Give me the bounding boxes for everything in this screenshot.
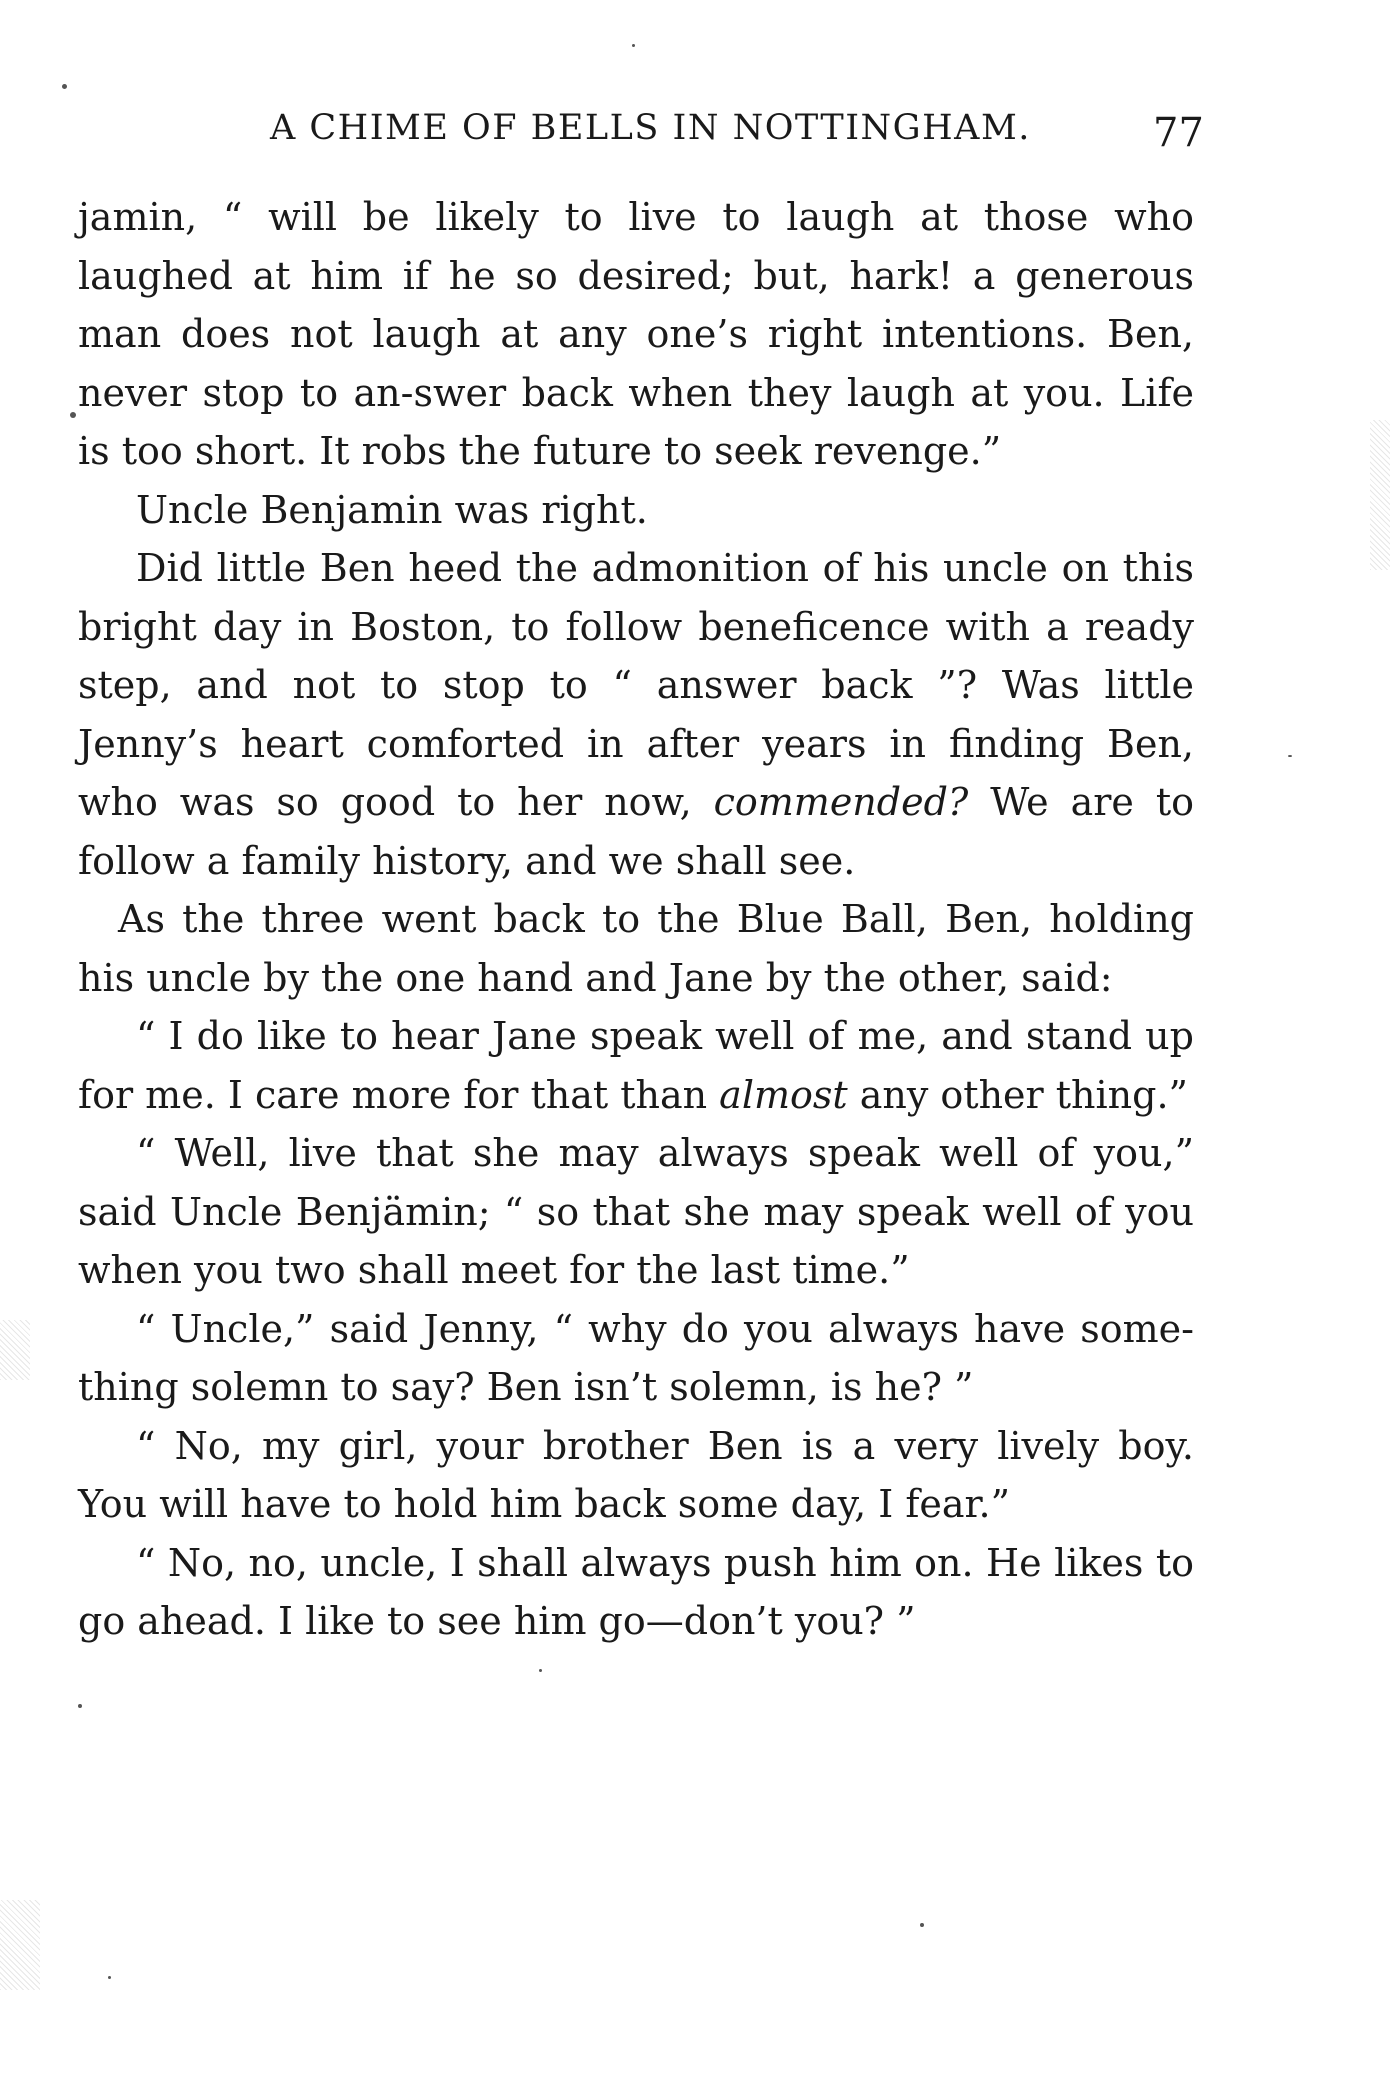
text-run: “ I do like to hear Jane speak well of me, and stand up for me. I care more for that than: [78, 1014, 1194, 1117]
text-run: jamin, “ will be likely to live to laugh at those who laughed at him if he so desired; but, hark! a generous man does not laugh at any one’s right intentions. Ben, never stop to an-swer back when they laugh at you. Life is too short. It robs the future to seek revenge.”: [78, 195, 1194, 473]
ink-speck: [78, 1704, 82, 1708]
ink-speck: [539, 1669, 542, 1672]
text-run: As the three went back to the Blue Ball, Ben, holding his uncle by the one hand and Jane by the other, said:: [78, 897, 1194, 1000]
paragraph: [78, 188, 1194, 481]
text-run: Uncle Benjamin was right.: [136, 487, 648, 532]
text-run: We are to follow a family history, and we shall see.: [78, 780, 1194, 883]
ink-speck: [70, 412, 76, 418]
ink-speck: [920, 1923, 924, 1927]
italic-text-run: commended?: [713, 780, 969, 824]
ink-speck: [1288, 755, 1292, 757]
text-run: Did little Ben heed the admonition of his uncle on this bright day in Boston, to follow beneficence with a ready step, and not to stop to “ answer back ”? Was little Jenny’s heart comforted in after years in finding Ben, who was so good to her now,: [78, 546, 1194, 824]
paragraph: [78, 1534, 1194, 1651]
paragraph: [78, 890, 1194, 1007]
paragraph: [78, 1417, 1194, 1534]
text-run: “ No, my girl, your brother Ben is a very lively boy. You will have to hold him back some day, I fear.”: [78, 1423, 1194, 1526]
text-run: “ No, no, uncle, I shall always push him on. He likes to go ahead. I like to see him go—don’t you? ”: [78, 1540, 1194, 1643]
ink-speck: [632, 44, 635, 47]
scan-noise: [0, 1900, 40, 1990]
page-number: 77: [1153, 110, 1204, 156]
scan-noise: [0, 1320, 30, 1380]
text-run: any other thing.”: [847, 1072, 1188, 1117]
ink-speck: [62, 84, 67, 89]
paragraph: [78, 481, 1194, 540]
paragraph: [78, 539, 1194, 890]
text-run: “ Well, live that she may always speak well of you,” said Uncle Benjämin; “ so that she may speak well of you when you two shall meet for the last time.”: [78, 1131, 1194, 1292]
paragraph: [78, 1124, 1194, 1300]
text-run: “ Uncle,” said Jenny, “ why do you always have some-thing solemn to say? Ben isn’t solemn, is he? ”: [78, 1306, 1194, 1409]
paragraph: [78, 1300, 1194, 1417]
running-title: A CHIME OF BELLS IN NOTTINGHAM.: [270, 108, 1031, 148]
italic-text-run: almost: [719, 1072, 848, 1117]
ink-speck: [108, 1976, 111, 1979]
scan-noise: [1370, 420, 1390, 570]
paragraph: [78, 1007, 1194, 1124]
body-text: [78, 188, 1194, 1651]
